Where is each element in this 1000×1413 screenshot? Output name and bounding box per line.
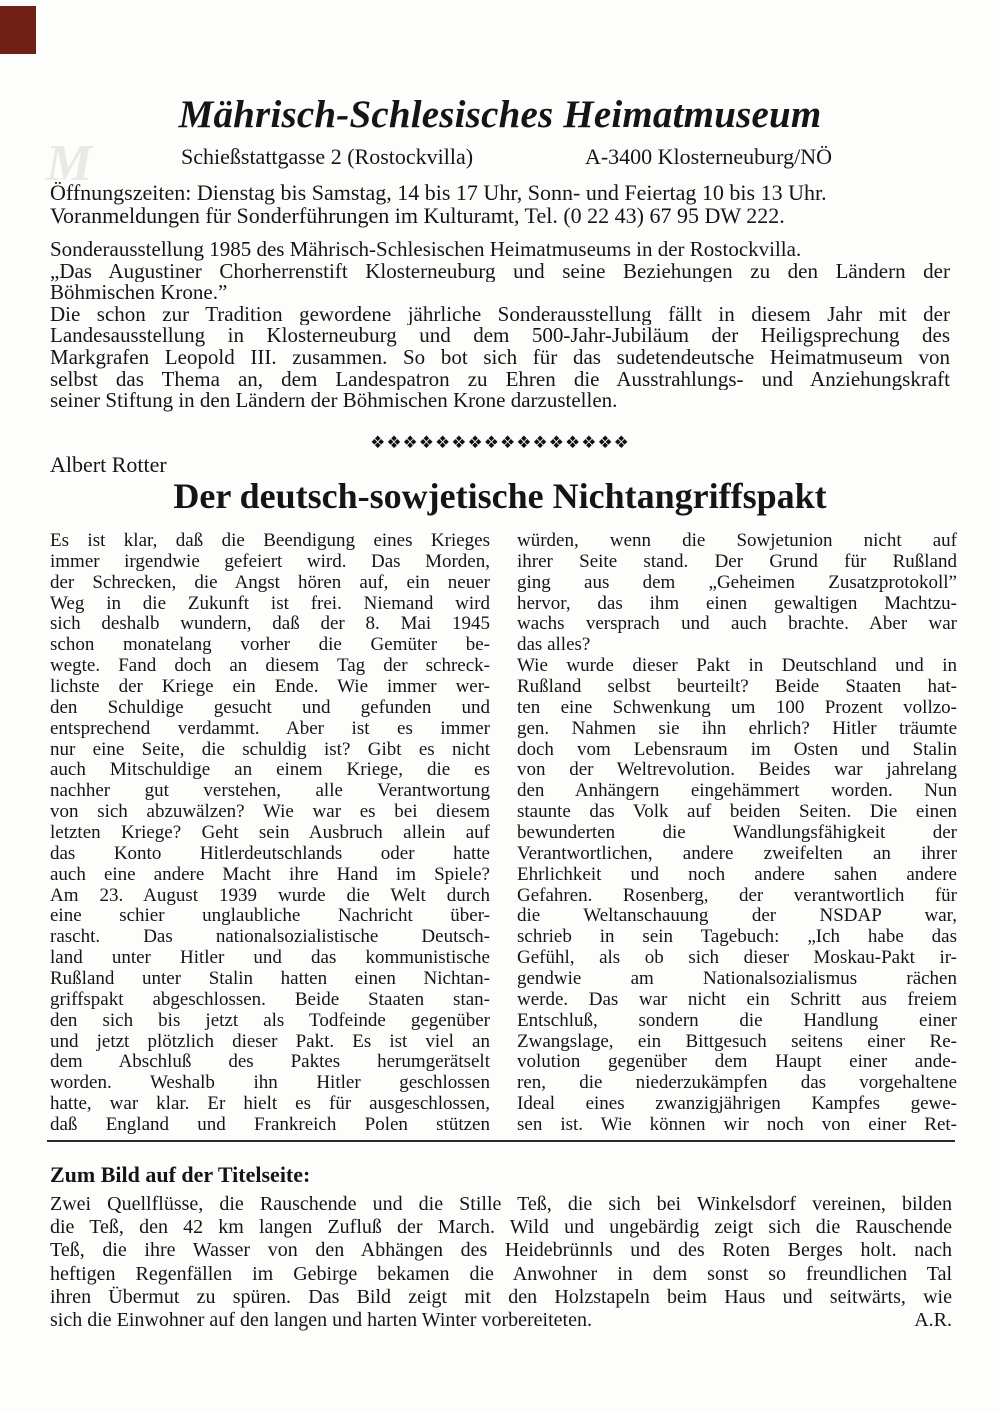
text-line: volution gegenüber dem Haupt einer ande- [517, 1052, 957, 1073]
text-line: Es ist klar, daß die Beendigung eines Krieges [50, 531, 490, 551]
text-line: Ideal eines zwanzigjährigen Kampfes gewe- [517, 1094, 957, 1115]
text-line: land unter Hitler und das kommunistische [50, 948, 490, 969]
text-line: Sonderausstellung 1985 des Mährisch-Schlesischen Heimatmuseums in der Rostockvilla. [50, 239, 802, 261]
text-line: Zwei Quellflüsse, die Rauschende und die Stille Teß, die sich bei Winkelsdorf vereinen, bilden [50, 1193, 952, 1215]
text-line: auch eine andere Macht ihre Hand im Spiele? [50, 864, 490, 885]
text-line: auch Mitschuldige an einem Kriege, die es [50, 760, 490, 781]
text-line: das alles? [517, 635, 591, 656]
text-line: Entschluß, sondern die Handlung einer [517, 1010, 957, 1031]
text-line: Markgrafen Leopold III. zusammen. So bot sich für das sudetendeutsche Heimatmuseum von [50, 346, 950, 369]
text-line: entsprechend verdammt. Aber ist es immer [50, 718, 490, 739]
text-line: Teß, die ihre Wasser von den Abhängen des Heidebrünnls und des Roten Berges holt. nach [50, 1239, 952, 1262]
text-line: „Das Augustiner Chorherrenstift Klosterneuburg und seine Beziehungen zu den Ländern der [50, 260, 950, 283]
text-line: Ehrlichkeit und noch andere sahen andere [517, 864, 957, 885]
article-headline: Der deutsch-sowjetische Nichtangriffspakt [173, 476, 827, 516]
text-line: ihren Übermut zu spüren. Das Bild zeigt mit den Holzstapeln beim Haus und seitwärts, wie [50, 1285, 952, 1308]
text-line: doch vom Lebensraum im Osten und Stalin [517, 739, 957, 760]
text-line: gendwie am Nationalsozialismus rächen [517, 969, 957, 990]
text-line: Weg in die Zukunft ist frei. Niemand wird [50, 593, 490, 614]
address-street: Schießstattgasse 2 (Rostockvilla) [181, 144, 474, 169]
text-line: Verantwortlichen, andere zweifelten an ihrer [517, 843, 957, 864]
text-line: Landesausstellung in Klosterneuburg und dem 500-Jahr-Jubiläum der Heiligsprechung des [50, 325, 950, 347]
text-line: seiner Stiftung in den Ländern der Böhmischen Krone darzustellen. [50, 390, 618, 412]
text-line: eine schier unglaubliche Nachricht über- [50, 906, 490, 927]
article-body [50, 531, 958, 1136]
text-line: von der Weltrevolution. Beides war jahrelang [517, 760, 957, 781]
hours-line-2: Voranmeldungen für Sonderführungen im Kulturamt, Tel. (0 22 43) 67 95 DW 222. [50, 203, 785, 228]
text-line: und jetzt plötzlich dieser Pakt. Es ist viel an [50, 1031, 490, 1052]
text-line: Rußland unter Stalin hatten einen Nichtan- [50, 969, 490, 990]
article-left-column [50, 531, 490, 1136]
text-line: hatte, war klar. Er hielt es für ausgeschlossen, [50, 1094, 490, 1115]
text-line: würden, wenn die Sowjetunion nicht auf [517, 531, 957, 551]
text-line: nachher gut verstehen, alle Verantwortung [50, 781, 490, 802]
text-line: Gefühl, als ob sich dieser Moskau-Pakt ir- [517, 948, 957, 969]
text-line: die Weltanschauung der NSDAP war, [517, 906, 957, 927]
text-line: der Schrecken, die Angst hören auf, ein neuer [50, 572, 490, 593]
note-paragraph [50, 1193, 952, 1309]
diamond-divider: ❖❖❖❖❖❖❖❖❖❖❖❖❖❖❖❖ [370, 433, 630, 452]
text-line: ren, die niederzukämpfen das vorgehaltene [517, 1073, 957, 1094]
article-right-column [517, 531, 957, 1136]
text-line: schrieb in sein Tagebuch: „Ich habe das [517, 927, 957, 948]
text-line: rascht. Das nationalsozialistische Deutsch- [50, 927, 490, 948]
opening-hours [50, 181, 960, 227]
text-line: ging aus dem „Geheimen Zusatzprotokoll” [517, 572, 957, 593]
cover-image-note [50, 1162, 952, 1332]
text-line: daß England und Frankreich Polen stützen [50, 1115, 490, 1136]
text-line: griffspakt abgeschlossen. Beide Staaten stan- [50, 989, 490, 1010]
text-line: sich deshalb wundern, daß der 8. Mai 1945 [50, 614, 490, 635]
text-line: wegte. Fand doch an diesem Tag der schreck- [50, 656, 490, 677]
text-line: sen ist. Wie können wir noch von einer Ret- [517, 1115, 957, 1136]
text-line: nur eine Seite, die schuldig ist? Gibt es nicht [50, 739, 490, 760]
text-line: Wie wurde dieser Pakt in Deutschland und in [517, 656, 957, 677]
watermark-letter-m: M [46, 135, 93, 192]
text-line: selbst das Thema an, dem Landespatron zu Ehren die Ausstrahlungs- und Anziehungskraft [50, 368, 950, 391]
text-line: den Anhängern eingehämmert worden. Nun [517, 781, 957, 802]
address-city: A-3400 Klosterneuburg/NÖ [584, 144, 832, 169]
text-line: Zwangslage, ein Bittgesuch seitens einer Re- [517, 1031, 957, 1052]
exhibition-announcement [50, 239, 950, 412]
text-line: den Schuldige gesucht und gefunden und [50, 697, 490, 718]
text-line: worden. Weshalb ihn Hitler geschlossen [50, 1073, 490, 1094]
author-name: Albert Rotter [50, 452, 167, 477]
text-line: immer irgendwie gefeiert wird. Das Morden, [50, 551, 490, 572]
author-initials: A.R. [914, 1308, 952, 1331]
text-line: Gefahren. Rosenberg, der verantwortlich für [517, 885, 957, 906]
text-line: die Teß, den 42 km langen Zufluß der March. Wild und ungebärdig zeigt sich die Rauschende [50, 1216, 952, 1239]
text-line: staunte das Volk auf beiden Seiten. Die einen [517, 802, 957, 823]
address-row [181, 144, 832, 170]
text-line: wachs versprach und auch brachte. Aber war [517, 614, 957, 635]
note-last-text: sich die Einwohner auf den langen und harten Winter vorbereiteten. [50, 1308, 592, 1331]
scan-corner-artifact [0, 6, 36, 54]
text-line: von sich abzuwälzen? Wie war es bei diesem [50, 802, 490, 823]
note-last-line [50, 1309, 952, 1332]
text-line: Am 23. August 1939 wurde die Welt durch [50, 885, 490, 906]
text-line: lichste der Kriege ein Ende. Wie immer wer- [50, 677, 490, 698]
text-line: das Konto Hitlerdeutschlands oder hatte [50, 843, 490, 864]
text-line: letzten Kriege? Geht sein Ausbruch allein auf [50, 823, 490, 844]
text-line: schon monatelang vorher die Gemüter be- [50, 635, 490, 656]
text-line: bewunderten die Wandlungsfähigkeit der [517, 823, 957, 844]
text-line: dem Abschluß des Paktes herumgerätselt [50, 1052, 490, 1073]
museum-title: Mährisch-Schlesisches Heimatmuseum [178, 93, 822, 136]
hours-line-1: Öffnungszeiten: Dienstag bis Samstag, 14 bis 17 Uhr, Sonn- und Feiertag 10 bis 13 Uhr. [50, 180, 827, 205]
text-line: werde. Das war nicht ein Schritt aus freiem [517, 989, 957, 1010]
text-line: den sich bis jetzt als Todfeinde gegenüber [50, 1010, 490, 1031]
section-divider-rule [47, 1140, 955, 1142]
text-line: ten eine Schwenkung um 100 Prozent vollzo- [517, 697, 957, 718]
text-line: heftigen Regenfällen im Gebirge bekamen die Anwohner in dem sonst so freundlichen Tal [50, 1262, 952, 1285]
text-line: ihrer Seite stand. Der Grund für Rußland [517, 551, 957, 572]
text-line: Böhmischen Krone.” [50, 282, 228, 304]
text-line: Rußland selbst beurteilt? Beide Staaten hat- [517, 677, 957, 698]
text-line: Die schon zur Tradition gewordene jährliche Sonderausstellung fällt in diesem Jahr mit der [50, 303, 950, 326]
text-line: hervor, das ihm einen gewaltigen Machtzu- [517, 593, 957, 614]
note-heading: Zum Bild auf der Titelseite: [50, 1162, 311, 1187]
text-line: gen. Nahmen sie ihn ehrlich? Hitler träumte [517, 718, 957, 739]
